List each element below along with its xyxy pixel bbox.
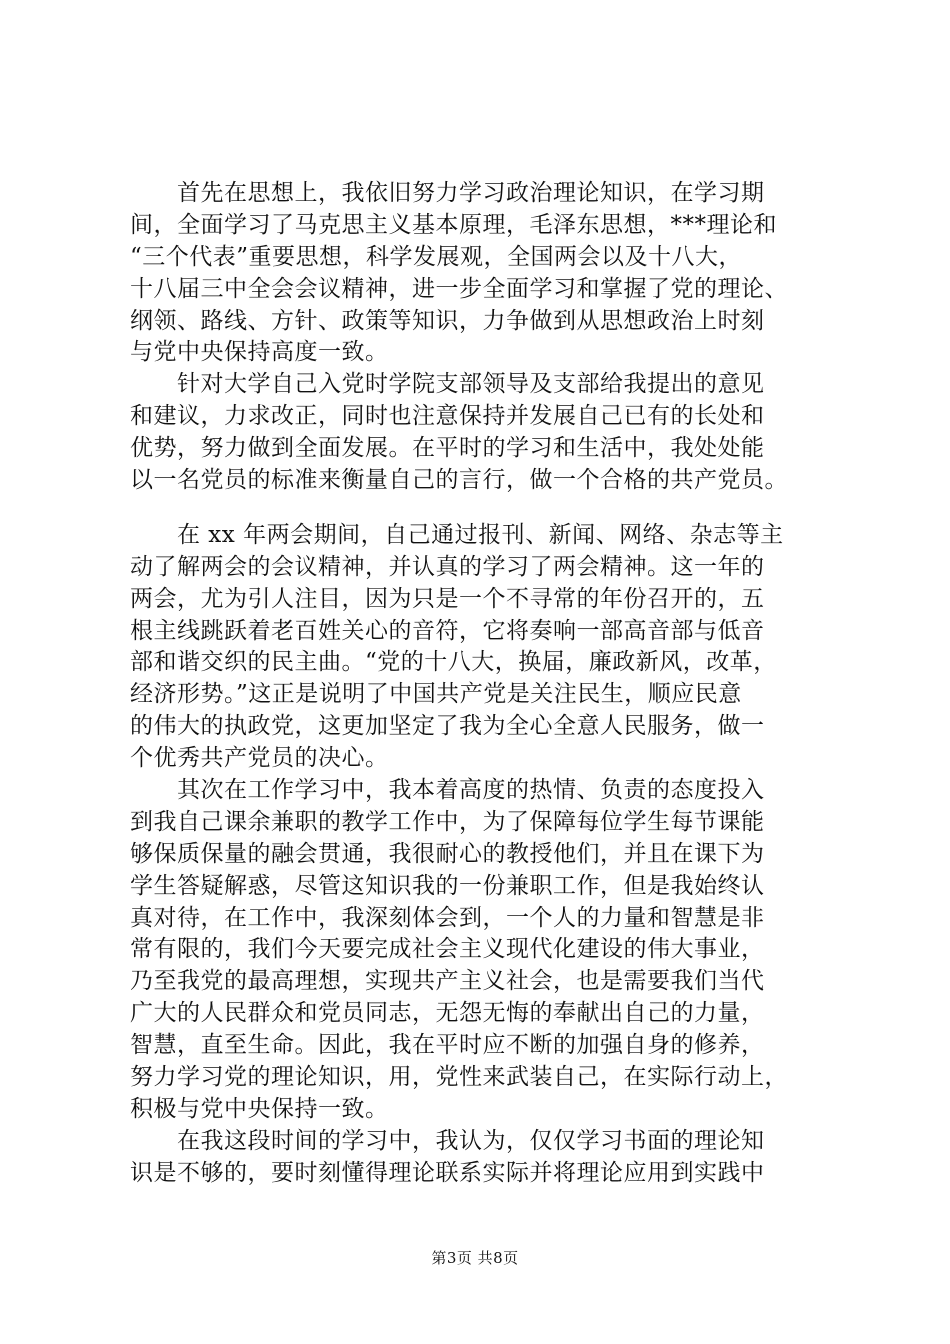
text-line: 经济形势。”这正是说明了中国共产党是关注民生，顺应民意	[130, 681, 742, 708]
text-block-1	[130, 178, 830, 497]
text-line: 广大的人民群众和党员同志，无怨无悔的奉献出自己的力量，	[130, 1000, 765, 1027]
text-line: 识是不够的，要时刻懂得理论联系实际并将理论应用到实践中	[130, 1159, 765, 1186]
text-line: 积极与党中央保持一致。	[130, 1095, 389, 1122]
text-line: 十八届三中全会会议精神，进一步全面学习和掌握了党的理论、	[130, 275, 788, 302]
text-line: 在我这段时间的学习中，我认为，仅仅学习书面的理论知	[130, 1127, 765, 1154]
text-line: 智慧，直至生命。因此，我在平时应不断的加强自身的修养，	[130, 1032, 765, 1059]
text-line: 乃至我党的最高理想，实现共产主义社会，也是需要我们当代	[130, 968, 765, 995]
text-block-2	[130, 520, 830, 1190]
text-line: 间，全面学习了马克思主义基本原理，毛泽东思想，***理论和	[130, 211, 777, 238]
text-line: 其次在工作学习中，我本着高度的热情、负责的态度投入	[130, 777, 765, 804]
document-body	[130, 178, 830, 1190]
paragraph-gap	[130, 497, 830, 520]
text-line: 根主线跳跃着老百姓关心的音符，它将奏响一部高音部与低音	[130, 617, 765, 644]
text-line: “三个代表”重要思想，科学发展观，全国两会以及十八大，	[130, 243, 743, 270]
text-line: 个优秀共产党员的决心。	[130, 745, 389, 772]
text-line: 在 xx 年两会期间，自己通过报刊、新闻、网络、杂志等主	[130, 521, 784, 548]
text-line: 针对大学自己入党时学院支部领导及支部给我提出的意见	[130, 371, 765, 398]
text-line: 的伟大的执政党，这更加坚定了我为全心全意人民服务，做一	[130, 713, 765, 740]
text-line: 常有限的，我们今天要完成社会主义现代化建设的伟大事业，	[130, 936, 765, 963]
text-line: 优势，努力做到全面发展。在平时的学习和生活中，我处处能	[130, 435, 765, 462]
text-line: 纲领、路线、方针、政策等知识，力争做到从思想政治上时刻	[130, 307, 765, 334]
text-line: 学生答疑解惑，尽管这知识我的一份兼职工作，但是我始终认	[130, 872, 765, 899]
page-footer: 第3页 共8页	[431, 1249, 519, 1267]
text-line: 努力学习党的理论知识，用，党性来武装自己，在实际行动上，	[130, 1064, 788, 1091]
text-line: 与党中央保持高度一致。	[130, 339, 389, 366]
text-line: 部和谐交织的民主曲。“党的十八大，换届，廉政新风，改革，	[130, 649, 777, 676]
text-line: 够保质保量的融会贯通，我很耐心的教授他们，并且在课下为	[130, 840, 765, 867]
text-line: 两会，尤为引人注目，因为只是一个不寻常的年份召开的，五	[130, 585, 765, 612]
text-line: 以一名党员的标准来衡量自己的言行，做一个合格的共产党员。	[130, 467, 788, 494]
text-line: 首先在思想上，我依旧努力学习政治理论知识，在学习期	[130, 180, 765, 206]
text-line: 真对待，在工作中，我深刻体会到，一个人的力量和智慧是非	[130, 904, 765, 931]
text-line: 动了解两会的会议精神，并认真的学习了两会精神。这一年的	[130, 553, 765, 580]
text-line: 到我自己课余兼职的教学工作中，为了保障每位学生每节课能	[130, 808, 765, 835]
text-line: 和建议，力求改正，同时也注意保持并发展自己已有的长处和	[130, 403, 765, 430]
